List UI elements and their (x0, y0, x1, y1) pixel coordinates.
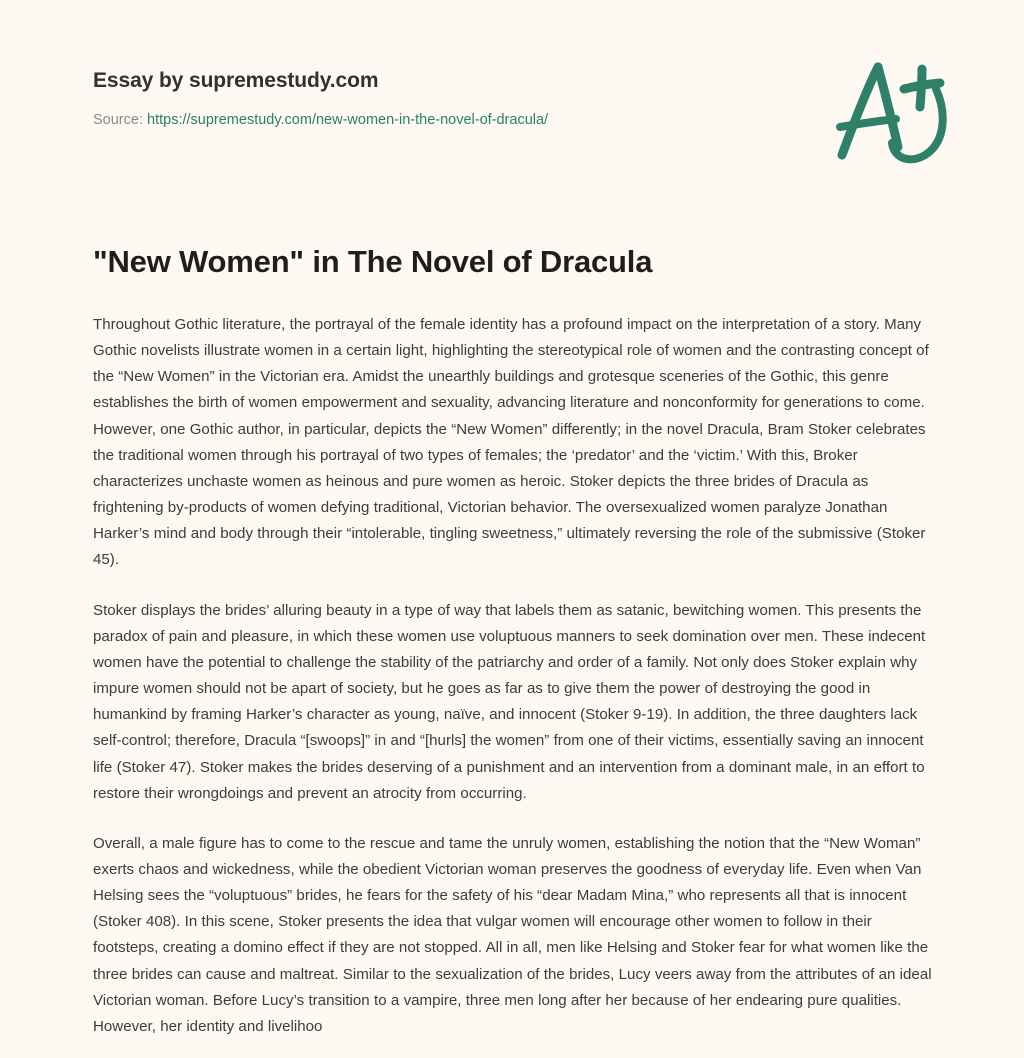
source-url-link[interactable]: https://supremestudy.com/new-women-in-the-novel-of-dracula/ (147, 112, 549, 129)
essay-paragraph: Stoker displays the brides’ alluring beauty in a type of way that labels them as satanic, bewitching women. This presents the paradox of pain and pleasure, in which these women use voluptuous manners to seek domination over men. These indecent women have the potential to challenge the stability of the patriarchy and order of a family. Not only does Stoker explain why impure women should not be apart of society, but he goes as far as to give them the power of destroying the good in humankind by framing Harker’s character as young, naïve, and innocent (Stoker 9-19). In addition, the three daughters lack self-control; therefore, Dracula “[swoops]” in and “[hurls] the women” from one of their victims, essentially saving an innocent life (Stoker 47). Stoker makes the brides deserving of a punishment and an intervention from a dominant male, in an effort to restore their wrongdoings and prevent an atrocity from occurring. (93, 601, 926, 802)
source-label: Source: (93, 112, 143, 129)
essay-paragraph: Overall, a male figure has to come to the rescue and tame the unruly women, establishing the notion that the “New Woman” exerts chaos and wickedness, while the obedient Victorian woman preserves the goodness of everyday life. Even when Van Helsing sees the “voluptuous” brides, he fears for the safety of his “dear Madam Mina,” who represents all that is innocent (Stoker 408). In this scene, Stoker presents the idea that vulgar women will encourage other women to follow in their footsteps, creating a domino effect if they are not stopped. All in all, men like Helsing and Stoker fear for what women like the three brides can cause and maltreat. Similar to the sexualization of the brides, Lucy veers away from the attributes of an ideal Victorian woman. Before Lucy’s transition to a vampire, three men long after her because of her endearing pure qualities. However, her identity and livelihoo (93, 834, 932, 1035)
header-text-block (93, 68, 548, 130)
essay-body (93, 312, 938, 1040)
source-line (93, 112, 548, 129)
byline: Essay by supremestudy.com (93, 69, 379, 92)
essay-paragraph: Throughout Gothic literature, the portrayal of the female identity has a profound impact on the interpretation of a story. Many Gothic novelists illustrate women in a certain light, highlighting the stereotypical role of women and the contrasting concept of the “New Women” in the Victorian era. Amidst the unearthly buildings and grotesque sceneries of the Gothic, this genre establishes the birth of women empowerment and sexuality, advancing literature and nonconformity for generations to come. However, one Gothic author, in particular, depicts the “New Women” differently; in the novel Dracula, Bram Stoker celebrates the traditional women through his portrayal of two types of females; the ‘predator’ and the ‘victim.’ With this, Broker characterizes unchaste women as heinous and pure women as heroic. Stoker depicts the three brides of Dracula as frightening by-products of women defying traditional, Victorian behavior. The oversexualized women paralyze Jonathan Harker’s mind and body through their “intolerable, tingling sweetness,” ultimately reversing the role of the submissive (Stoker 45). (93, 316, 929, 569)
page-header (0, 0, 1024, 185)
brand-logo-aplus-icon[interactable] (818, 55, 968, 173)
page-title: "New Women" in The Novel of Dracula (93, 244, 653, 279)
